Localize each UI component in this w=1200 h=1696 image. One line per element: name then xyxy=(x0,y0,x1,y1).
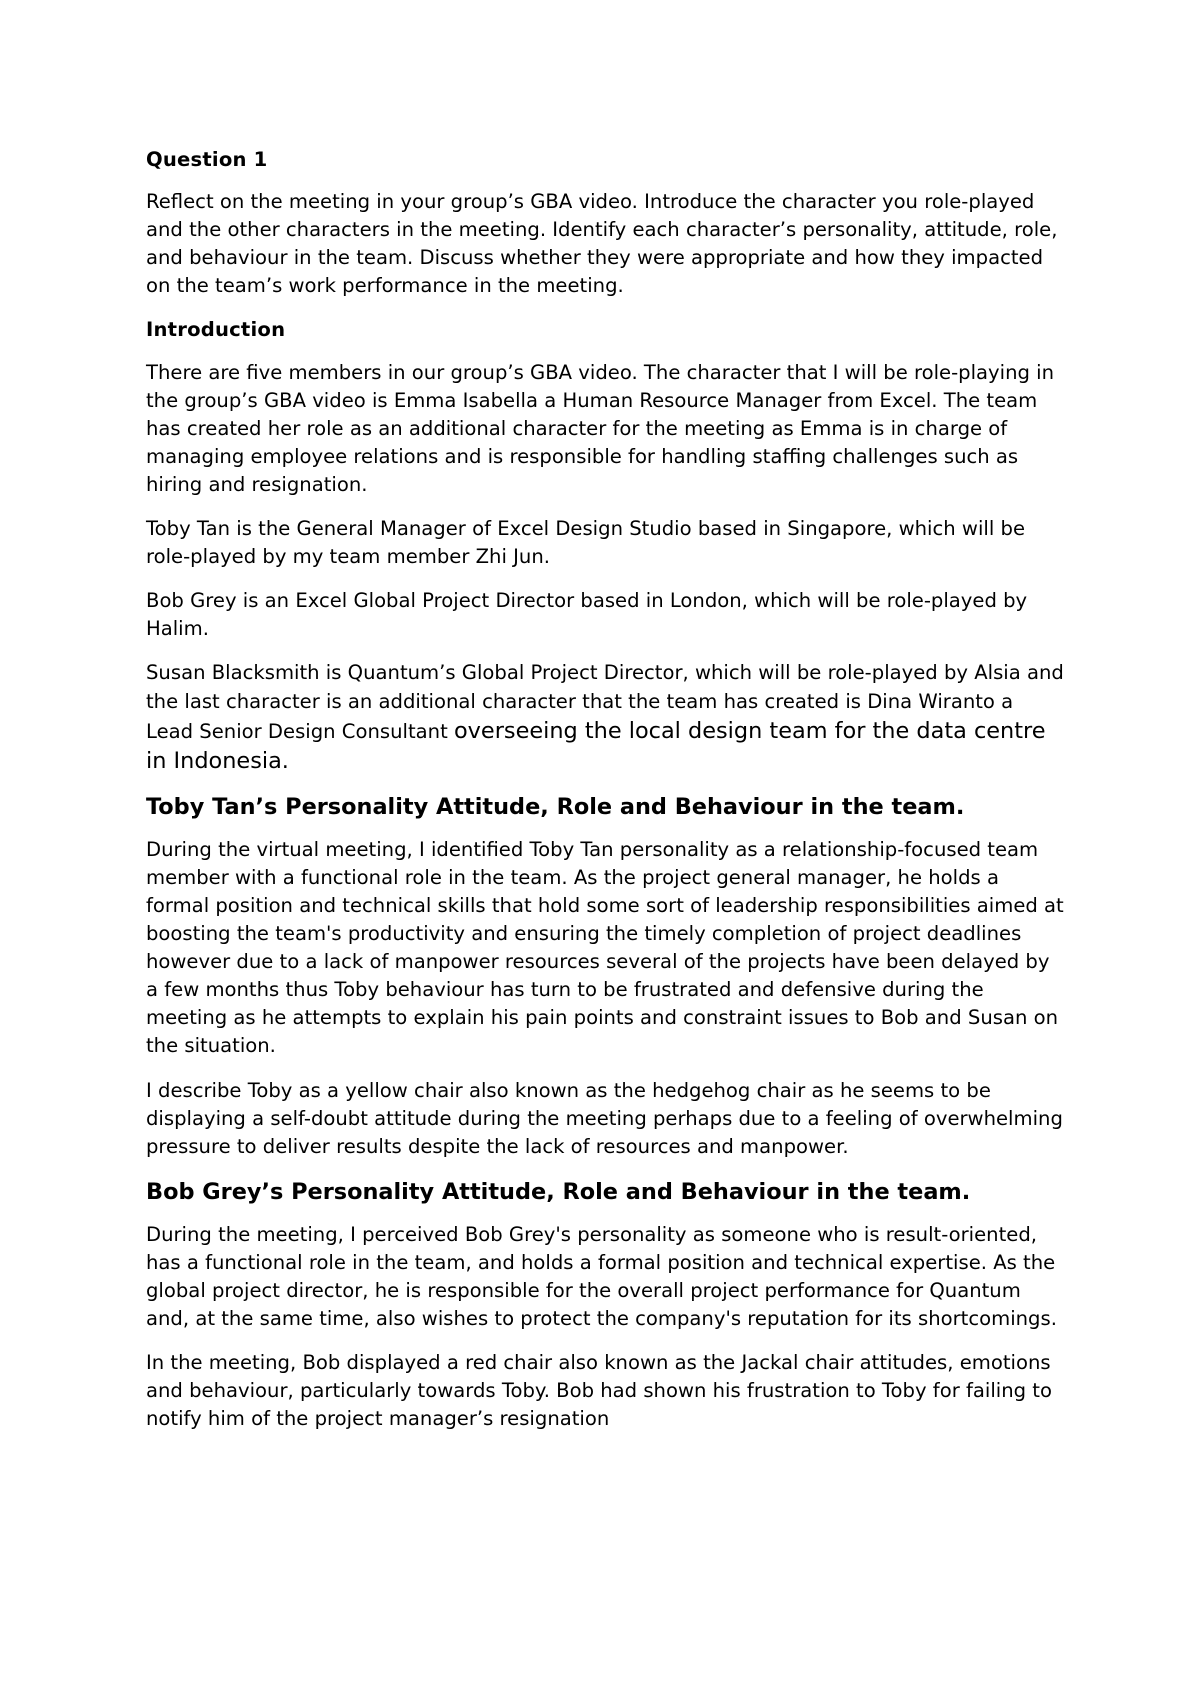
intro-paragraph-2: Toby Tan is the General Manager of Excel Design Studio based in Singapore, which will be role-played by my team member Zhi Jun. xyxy=(146,517,1025,569)
question-heading: Question 1 xyxy=(146,148,268,171)
intro-paragraph-4 xyxy=(146,659,1071,775)
intro-paragraph-4-tail: overseeing the local design team for the data centre in Indonesia. xyxy=(146,717,1046,774)
intro-paragraph-4-main: Susan Blacksmith is Quantum’s Global Project Director, which will be role-played by Alsia and the last character is an additional character that the team has created is Dina Wiranto a Lead Senior Design Consultant xyxy=(146,661,1071,743)
intro-paragraph-3: Bob Grey is an Excel Global Project Director based in London, which will be role-played by Halim. xyxy=(146,589,1028,641)
toby-paragraph-2: I describe Toby as a yellow chair also known as the hedgehog chair as he seems to be displaying a self-doubt attitude during the meeting perhaps due to a feeling of overwhelming pressure to deliver results despite the lack of resources and manpower. xyxy=(146,1078,1063,1158)
bob-section-heading: Bob Grey’s Personality Attitude, Role and Behaviour in the team. xyxy=(146,1178,971,1205)
toby-paragraph-1: During the virtual meeting, I identified Toby Tan personality as a relationship-focused team member with a functional role in the team. As the project general manager, he holds a formal position and technical skills that hold some sort of leadership responsibilities aimed at boosting the team's productivity and ensuring the timely completion of project deadlines however due to a lack of manpower resources several of the projects have been delayed by a few months thus Toby behaviour has turn to be frustrated and defensive during the meeting as he attempts to explain his pain points and constraint issues to Bob and Susan on the situation. xyxy=(146,837,1064,1058)
document-page xyxy=(146,146,1071,1449)
intro-paragraph-1: There are five members in our group’s GBA video. The character that I will be role-playing in the group’s GBA video is Emma Isabella a Human Resource Manager from Excel. The team has created her role as an additional character for the meeting as Emma is in charge of managing employee relations and is responsible for handling staffing challenges such as hiring and resignation. xyxy=(146,360,1055,496)
question-text: Reflect on the meeting in your group’s GBA video. Introduce the character you role-played and the other characters in the meeting. Identify each character’s personality, attitude, role, and behaviour in the team. Discuss whether they were appropriate and how they impacted on the team’s work performance in the meeting. xyxy=(146,190,1058,298)
bob-paragraph-1: During the meeting, I perceived Bob Grey's personality as someone who is result-oriented, has a functional role in the team, and holds a formal position and technical expertise. As the global project director, he is responsible for the overall project performance for Quantum and, at the same time, also wishes to protect the company's reputation for its shortcomings. xyxy=(146,1222,1057,1331)
bob-paragraph-2: In the meeting, Bob displayed a red chair also known as the Jackal chair attitudes, emotions and behaviour, particularly towards Toby. Bob had shown his frustration to Toby for failing to notify him of the project manager’s resignation xyxy=(146,1351,1052,1431)
toby-section-heading: Toby Tan’s Personality Attitude, Role and Behaviour in the team. xyxy=(146,793,965,820)
introduction-heading: Introduction xyxy=(146,318,286,342)
